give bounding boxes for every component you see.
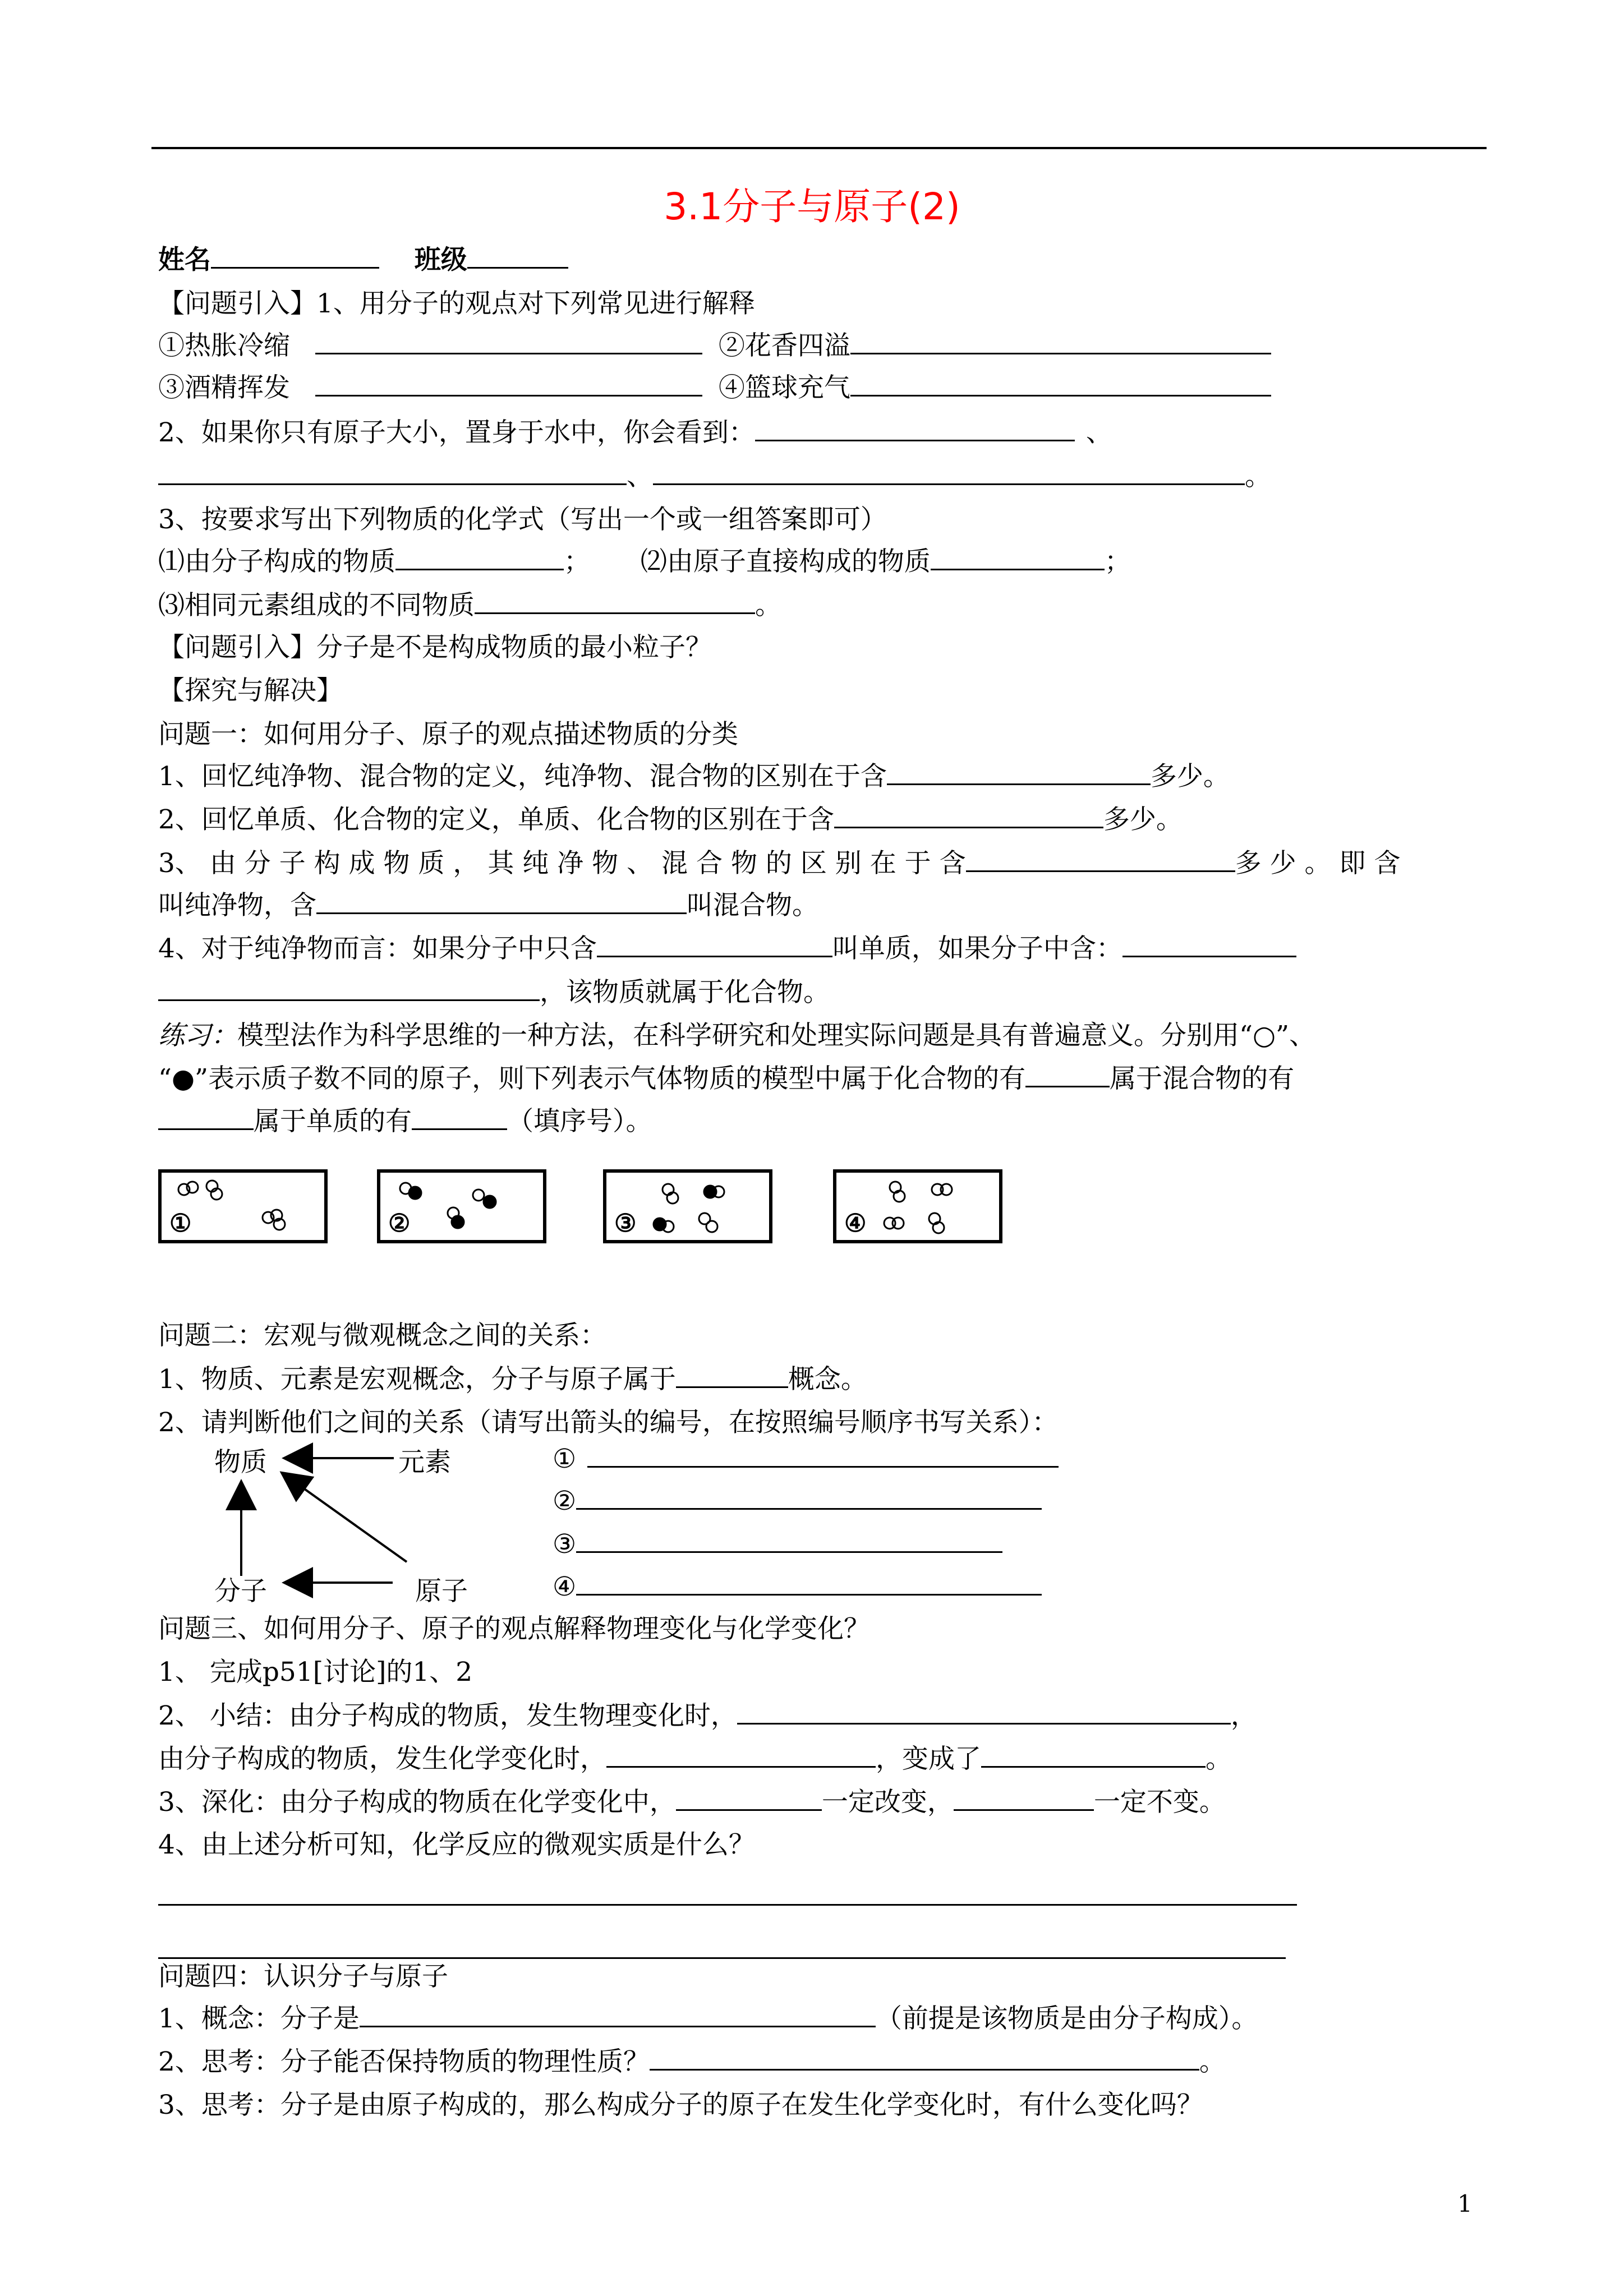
answer-field[interactable] xyxy=(850,328,1271,354)
top-rule xyxy=(151,147,1487,149)
question-text: 2、 小结：由分子构成的物质，发生物理变化时， xyxy=(158,1700,737,1731)
question-text: 。 xyxy=(1199,2046,1226,2077)
answer-field[interactable] xyxy=(316,888,687,914)
question-text: 多 少 。 即 含 xyxy=(1235,848,1401,879)
p1-heading: 问题一：如何用分子、原子的观点描述物质的分类 xyxy=(158,719,738,750)
p3-row3 xyxy=(158,1741,1232,1777)
end-mark: 。 xyxy=(1245,461,1271,492)
exercise-text: 属于单质的有 xyxy=(254,1106,412,1137)
p4-heading: 问题四：认识分子与原子 xyxy=(158,1961,448,1992)
page-number: 1 xyxy=(1457,2190,1473,2217)
answer-field[interactable] xyxy=(315,328,702,354)
question-text: ， xyxy=(1230,1700,1257,1731)
p1-row4 xyxy=(158,888,818,924)
relation-number: ④ xyxy=(553,1571,577,1602)
p1-row2 xyxy=(158,802,1183,838)
diagram-substance: 物质 xyxy=(214,1447,267,1478)
p2-row2: 2、请判断他们之间的关系（请写出箭头的编号，在按照编号顺序书写关系）： xyxy=(158,1407,1059,1438)
relation-number: ① xyxy=(553,1444,577,1474)
intro2: 【问题引入】分子是不是构成物质的最小粒子？ xyxy=(158,632,712,663)
diagram-element: 元素 xyxy=(398,1447,451,1478)
question-text: 叫纯净物，含 xyxy=(158,890,316,921)
separator: 、 xyxy=(1085,417,1112,448)
exercise-text: 模型法作为科学思维的一种方法，在科学研究和处理实际问题是具有普遍意义。分别用“○”、 xyxy=(237,1020,1316,1051)
p1-row6 xyxy=(158,975,830,1011)
p3-row1: 1、 完成p51[讨论]的1、2 xyxy=(158,1657,473,1688)
answer-field[interactable] xyxy=(606,1741,876,1768)
p3-row5: 4、由上述分析可知，化学反应的微观实质是什么？ xyxy=(158,1829,755,1860)
question-text: 4、对于纯净物而言：如果分子中只含 xyxy=(158,933,597,964)
end-mark: ； xyxy=(1104,546,1131,577)
answer-field[interactable] xyxy=(360,2001,876,2027)
question-text: 一定不变。 xyxy=(1093,1787,1226,1818)
p1-row5 xyxy=(158,931,1296,967)
box-number: ③ xyxy=(614,1209,637,1238)
answer-field[interactable] xyxy=(931,544,1105,570)
question-text: 1、回忆纯净物、混合物的定义，纯净物、混合物的区别在于含 xyxy=(158,761,887,792)
answer-field[interactable] xyxy=(653,459,1245,485)
question-text: 3、 由 分 子 构 成 物 质 ， 其 纯 净 物 、 混 合 物 的 区 别 在 于 含 xyxy=(158,848,966,879)
box-number: ② xyxy=(388,1209,411,1238)
question-text: ⑵由原子直接构成的物质 xyxy=(640,546,931,577)
p1-row1 xyxy=(158,759,1230,795)
answer-field[interactable] xyxy=(1025,1061,1110,1087)
p4-row1 xyxy=(158,2001,1258,2037)
item-label: ②花香四溢 xyxy=(718,330,850,361)
answer-field[interactable] xyxy=(395,544,564,570)
question-text: 2、思考：分子能否保持物质的物理性质？ xyxy=(158,2046,650,2077)
exercise-label: 练习： xyxy=(158,1020,237,1051)
q2-row2 xyxy=(158,459,1271,495)
explore-heading: 【探究与解决】 xyxy=(158,675,343,706)
diagram-atom: 原子 xyxy=(415,1576,468,1607)
question-text: ，该物质就属于化合物。 xyxy=(540,977,830,1008)
p2-row1 xyxy=(158,1362,867,1398)
item-label: ④篮球充气 xyxy=(718,372,850,403)
relation-2 xyxy=(553,1483,1042,1519)
answer-field[interactable] xyxy=(954,1785,1094,1811)
relation-number: ② xyxy=(553,1486,577,1516)
relation-4 xyxy=(553,1569,1042,1605)
answer-field[interactable] xyxy=(676,1362,788,1388)
relation-number: ③ xyxy=(553,1529,577,1560)
answer-field[interactable] xyxy=(475,588,755,614)
exercise-row1 xyxy=(158,1018,1315,1054)
answer-field[interactable] xyxy=(576,1527,1002,1553)
answer-field[interactable] xyxy=(315,370,702,397)
question-text: 1、物质、元素是宏观概念，分子与原子属于 xyxy=(158,1364,676,1395)
question-text: 叫单质，如果分子中含： xyxy=(832,933,1122,964)
answer-field[interactable] xyxy=(887,759,1151,785)
class-field[interactable] xyxy=(467,242,568,269)
model-box-4 xyxy=(833,1169,1002,1243)
separator: 、 xyxy=(627,461,653,492)
p3-heading: 问题三、如何用分子、原子的观点解释物理变化与化学变化？ xyxy=(158,1613,870,1644)
question-text: ，变成了 xyxy=(876,1744,981,1774)
answer-line[interactable] xyxy=(158,1904,1297,1906)
name-field[interactable] xyxy=(211,242,379,269)
answer-field[interactable] xyxy=(755,415,1075,441)
answer-field[interactable] xyxy=(834,802,1103,828)
question-text: 叫混合物。 xyxy=(687,890,818,921)
relation-3 xyxy=(553,1527,1002,1562)
class-label: 班级 xyxy=(414,245,467,275)
question-text: ⑴由分子构成的物质 xyxy=(158,546,395,577)
box-number: ④ xyxy=(844,1209,867,1238)
q3-row2 xyxy=(158,588,781,624)
student-info-row xyxy=(158,242,568,278)
exercise-row3 xyxy=(158,1104,652,1140)
answer-field[interactable] xyxy=(966,846,1235,872)
model-box-3 xyxy=(603,1169,772,1243)
item-label: ①热胀冷缩 xyxy=(158,330,290,361)
name-label: 姓名 xyxy=(158,245,211,275)
relation-1 xyxy=(553,1441,1059,1477)
page-title: 3.1分子与原子(2) xyxy=(664,185,960,228)
question-text: 多少。 xyxy=(1103,804,1183,835)
p3-row2 xyxy=(158,1698,1257,1734)
question-text: （前提是该物质是由分子构成）。 xyxy=(875,2003,1258,2034)
answer-field[interactable] xyxy=(1122,931,1296,957)
question-text: 。 xyxy=(1206,1744,1232,1774)
answer-field[interactable] xyxy=(576,1569,1042,1596)
exercise-text: 属于混合物的有 xyxy=(1110,1063,1295,1094)
question-text: 2、回忆单质、化合物的定义，单质、化合物的区别在于含 xyxy=(158,804,834,835)
question-text: 2、如果你只有原子大小，置身于水中，你会看到： xyxy=(158,417,755,448)
diagram-molecule: 分子 xyxy=(214,1576,267,1607)
p1-row3 xyxy=(158,846,1400,882)
answer-field[interactable] xyxy=(412,1104,507,1130)
p4-row3: 3、思考：分子是由原子构成的，那么构成分子的原子在发生化学变化时，有什么变化吗？ xyxy=(158,2090,1203,2120)
question-text: 3、深化：由分子构成的物质在化学变化中， xyxy=(158,1787,676,1818)
q3-row1 xyxy=(158,544,1131,580)
question-text: 概念。 xyxy=(788,1364,867,1395)
answer-field[interactable] xyxy=(158,975,540,1001)
intro1-row1 xyxy=(158,328,1271,364)
p4-row2 xyxy=(158,2044,1226,2080)
question-text: 多少。 xyxy=(1150,761,1230,792)
question-text: 一定改变， xyxy=(821,1787,954,1818)
answer-field[interactable] xyxy=(981,1741,1206,1768)
q3-heading: 3、按要求写出下列物质的化学式（写出一个或一组答案即可） xyxy=(158,504,887,535)
answer-field[interactable] xyxy=(737,1698,1231,1725)
answer-field[interactable] xyxy=(158,459,627,485)
answer-field[interactable] xyxy=(650,2044,1199,2071)
end-mark: ； xyxy=(564,546,590,577)
item-label: ③酒精挥发 xyxy=(158,372,290,403)
q2-row1 xyxy=(158,415,1112,451)
intro1-heading: 【问题引入】1、用分子的观点对下列常见进行解释 xyxy=(158,288,755,319)
intro1-row2 xyxy=(158,370,1271,406)
answer-field[interactable] xyxy=(158,1104,254,1130)
model-box-2 xyxy=(377,1169,546,1243)
end-mark: 。 xyxy=(755,590,781,621)
question-text: 由分子构成的物质，发生化学变化时， xyxy=(158,1744,606,1774)
answer-field[interactable] xyxy=(597,931,832,957)
answer-field[interactable] xyxy=(587,1441,1059,1468)
question-text: 1、概念：分子是 xyxy=(158,2003,360,2034)
p2-heading: 问题二：宏观与微观概念之间的关系： xyxy=(158,1320,606,1351)
answer-field[interactable] xyxy=(676,1785,822,1811)
exercise-text: “●”表示质子数不同的原子，则下列表示气体物质的模型中属于化合物的有 xyxy=(158,1063,1026,1094)
question-text: ⑶相同元素组成的不同物质 xyxy=(158,590,475,621)
exercise-row2 xyxy=(158,1061,1294,1097)
answer-field[interactable] xyxy=(576,1483,1042,1510)
exercise-text: （填序号）。 xyxy=(507,1106,652,1137)
relationship-arrows-icon xyxy=(213,1436,449,1604)
model-box-1 xyxy=(158,1169,328,1243)
answer-field[interactable] xyxy=(850,370,1271,397)
box-number: ① xyxy=(169,1209,192,1238)
p3-row4 xyxy=(158,1785,1226,1820)
